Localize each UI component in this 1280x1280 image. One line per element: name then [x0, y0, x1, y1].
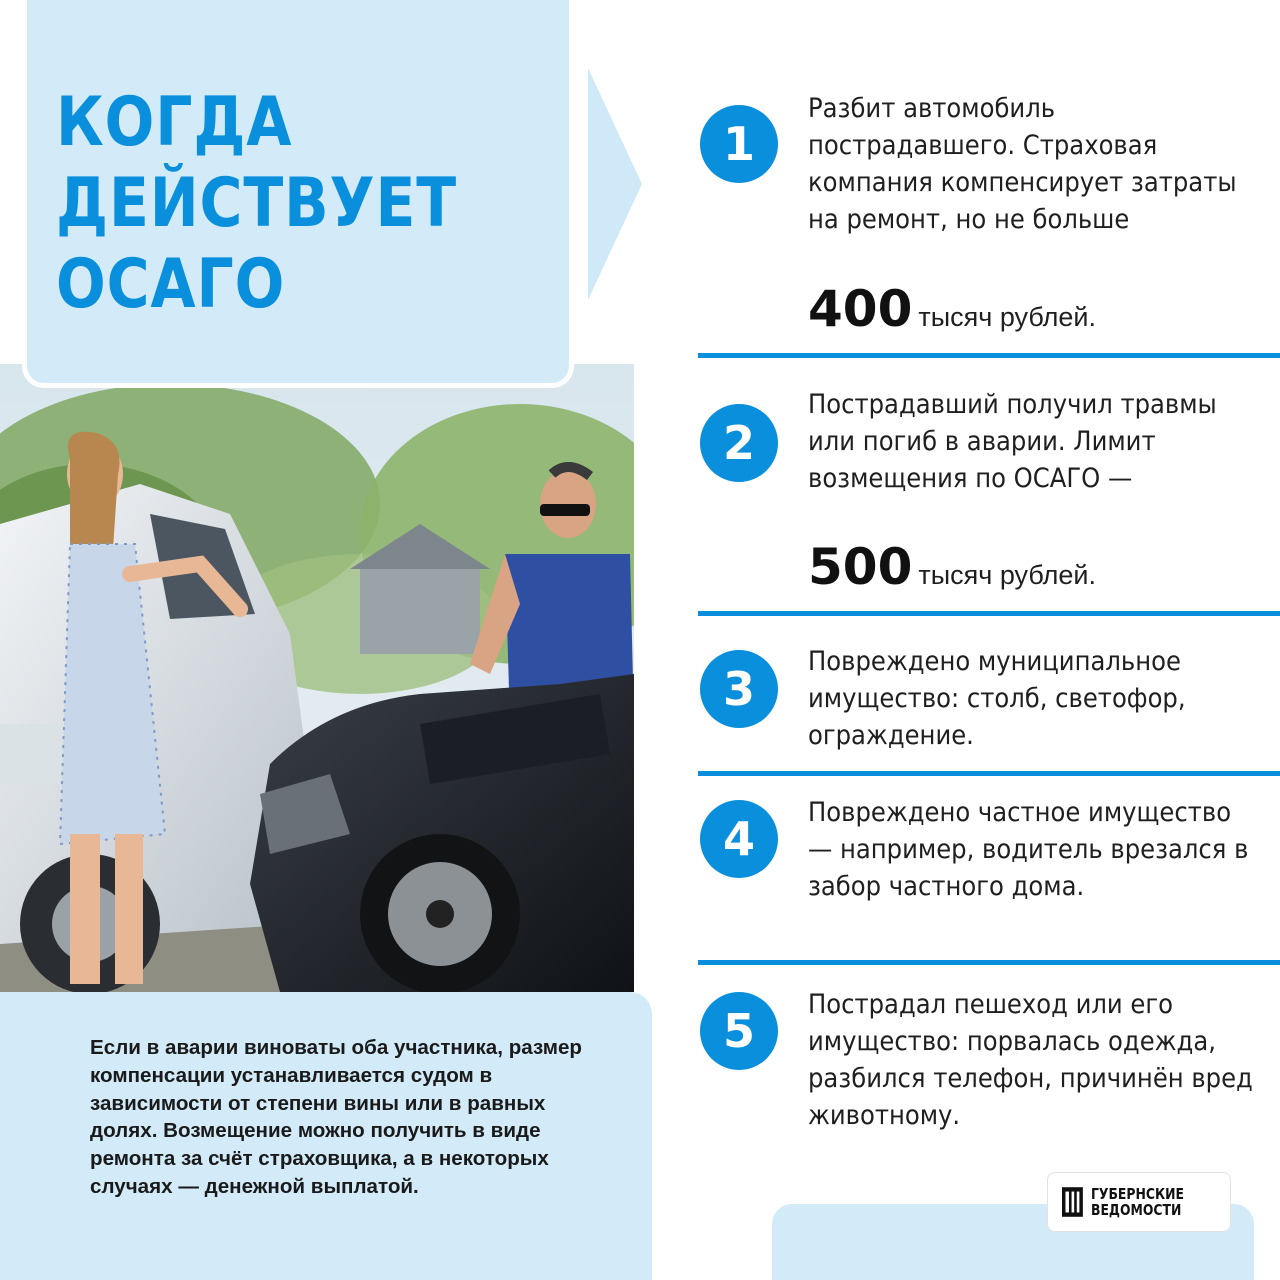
list-item — [690, 386, 1280, 606]
item-text: Пострадавший получил травмы или погиб в аварии. Лимит возмещения по ОСАГО — — [808, 389, 1217, 494]
amount-unit: тысяч рублей. — [918, 560, 1096, 590]
logo — [1047, 1172, 1231, 1232]
arrow-right-icon — [588, 68, 642, 300]
list-item — [690, 643, 1280, 763]
list-item — [690, 794, 1280, 954]
list-item — [690, 986, 1280, 1146]
logo-line: ГУБЕРНСКИЕ — [1090, 1185, 1184, 1203]
amount-unit: тысяч рублей. — [918, 302, 1096, 332]
title-line: ОСАГО — [56, 245, 286, 324]
car-accident-photo — [0, 364, 634, 992]
logo-line: ВЕДОМОСТИ — [1090, 1201, 1182, 1219]
logo-text — [1091, 1186, 1202, 1218]
title-line: КОГДА — [56, 83, 293, 162]
amount-value: 500 — [808, 538, 913, 596]
amount-value: 400 — [808, 280, 913, 338]
amount-line — [808, 538, 1096, 596]
divider — [698, 353, 1280, 358]
number-badge: 4 — [700, 800, 778, 878]
item-text: Повреждено муниципальное имущество: столб, светофор, ограждение. — [808, 646, 1186, 751]
amount-line — [808, 280, 1096, 338]
list-item — [690, 90, 1280, 350]
item-text: Разбит автомобиль пострадавшего. Страховая компания компенсирует затраты на ремонт, но не больше — [808, 93, 1237, 235]
page-title — [56, 82, 469, 325]
divider — [698, 611, 1280, 616]
divider — [698, 771, 1280, 776]
number-badge: 2 — [700, 404, 778, 482]
number-badge: 1 — [700, 105, 778, 183]
number-badge: 3 — [700, 650, 778, 728]
note-text: Если в аварии виноваты оба участника, размер компенсации устанавливается судом в зависимости от степени вины или в равных долях. Возмещение можно получить в виде ремонта за счёт страховщика, а в некоторых случаях — денежной выплатой. — [90, 1036, 582, 1198]
item-text: Пострадал пешеход или его имущество: порвалась одежда, разбился телефон, причинён вред животному. — [808, 989, 1253, 1131]
newspaper-logo-icon — [1062, 1185, 1083, 1219]
divider — [698, 960, 1280, 965]
item-text: Повреждено частное имущество — например, водитель врезался в забор частного дома. — [808, 797, 1249, 902]
title-line: ДЕЙСТВУЕТ — [56, 164, 458, 243]
number-badge: 5 — [700, 992, 778, 1070]
